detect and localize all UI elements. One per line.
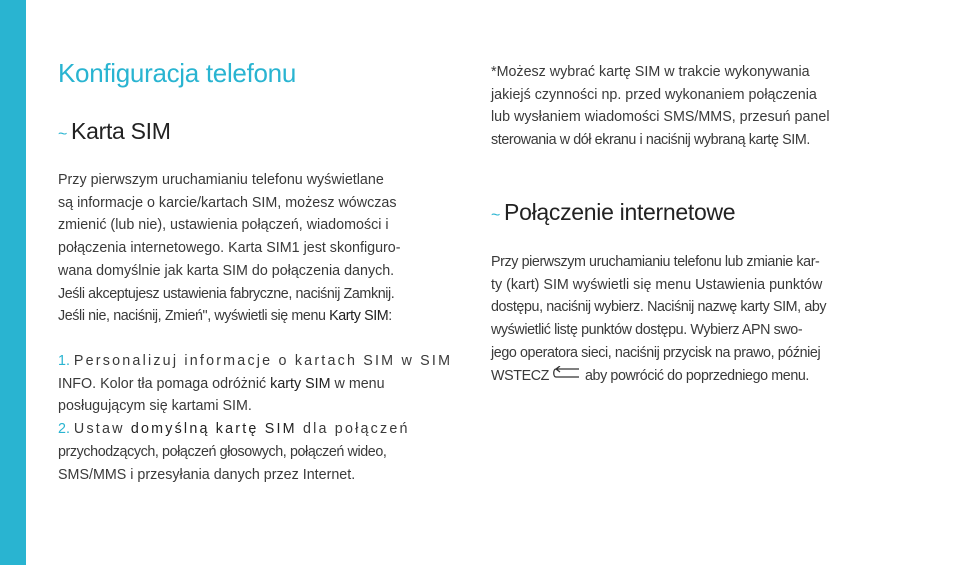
menu-term: domyślną kartę SIM — [130, 421, 297, 438]
text-line: lub wysłaniem wiadomości SMS/MMS, przesuń panel — [491, 109, 830, 126]
tilde-marker: ~ — [491, 207, 501, 224]
text-span: aby powrócić do poprzedniego menu. — [584, 367, 810, 384]
back-arrow-icon — [552, 365, 582, 388]
text-line: jego operatora sieci, naciśnij przycisk na prawo, później — [491, 344, 821, 361]
text-line: Jeśli akceptujesz ustawienia fabryczne, naciśnij Zamknij. — [58, 285, 395, 302]
text-line: dostępu, naciśnij wybierz. Naciśnij nazwę karty SIM, aby — [491, 299, 827, 316]
text-line: wana domyślnie jak karta SIM do połączenia danych. — [58, 262, 395, 279]
text-line: połączenia internetowego. Karta SIM1 jest skonfiguro- — [58, 240, 401, 257]
section-heading-internet — [491, 199, 735, 226]
text-line: są informacje o karcie/kartach SIM, możesz wówczas — [58, 194, 397, 211]
text-line: posługującym się kartami SIM. — [58, 398, 252, 415]
text-line: zmienić (lub nie), ustawienia połączeń, wiadomości i — [58, 217, 389, 234]
text-line — [58, 373, 453, 396]
text-line: ty (kart) SIM wyświetli się menu Ustawienia punktów — [491, 276, 823, 293]
text-span: INFO. Kolor tła pomaga odróżnić — [58, 375, 271, 392]
section-heading-sim — [58, 118, 171, 145]
text-line: Przy pierwszym uruchamianiu telefonu wyświetlane — [58, 172, 384, 188]
tilde-marker: ~ — [58, 126, 68, 143]
section-heading-text: Połączenie internetowe — [504, 199, 736, 225]
step-1 — [58, 350, 453, 373]
text-line: jakiejś czynności np. przed wykonaniem połączenia — [491, 86, 817, 103]
step-2 — [58, 418, 453, 441]
step-number: 1. — [58, 353, 70, 369]
page-title: Konfiguracja telefonu — [58, 58, 296, 88]
text-line: SMS/MMS i przesyłania danych przez Internet. — [58, 466, 356, 483]
sim-note-paragraph — [491, 61, 886, 152]
menu-term: karty SIM — [270, 375, 331, 392]
text-span: Jeśli nie, naciśnij, Zmień", wyświetli się menu — [58, 308, 330, 325]
text-span: w menu — [330, 375, 385, 392]
text-span: dla połączeń — [296, 421, 410, 438]
internet-paragraph — [491, 251, 886, 387]
text-span: : — [388, 308, 392, 325]
text-line: *Możesz wybrać kartę SIM w trakcie wykonywania — [491, 64, 810, 80]
text-line — [58, 305, 453, 328]
text-line: sterowania w dół ekranu i naciśnij wybraną kartę SIM. — [491, 132, 810, 149]
steps-list — [58, 350, 453, 486]
sim-intro-paragraph — [58, 169, 453, 328]
accent-side-bar — [0, 0, 26, 565]
menu-term: Karty SIM — [329, 308, 389, 325]
section-heading-text: Karta SIM — [71, 118, 171, 144]
text-span: WSTECZ — [491, 367, 549, 384]
text-line — [491, 365, 886, 388]
text-span: Ustaw — [73, 421, 131, 438]
step-number: 2. — [58, 421, 70, 438]
text-line: przychodzących, połączeń głosowych, połączeń wideo, — [58, 443, 387, 460]
text-line: Przy pierwszym uruchamianiu telefonu lub zmianie kar- — [491, 254, 820, 270]
text-span: Personalizuj informacje o kartach SIM w SIM — [73, 353, 453, 369]
text-line: wyświetlić listę punktów dostępu. Wybierz APN swo- — [491, 322, 803, 339]
